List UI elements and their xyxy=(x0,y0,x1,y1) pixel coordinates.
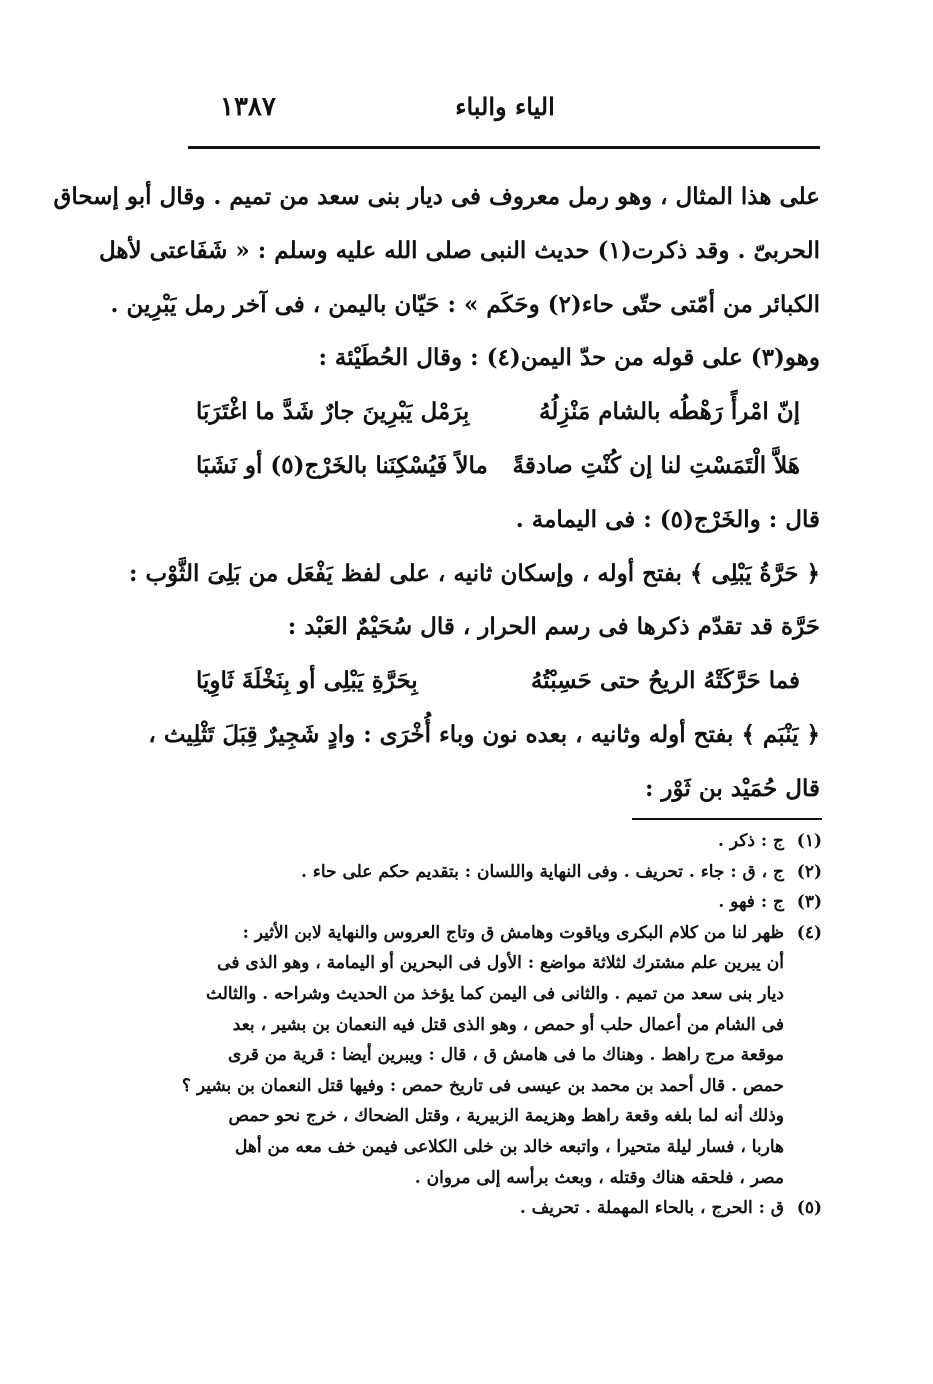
text-line: حَرَّة قد تقدّم ذكرها فى رسم الحرار ، قال سُحَيْمٌ العَبْد : xyxy=(287,613,820,641)
footnote-number: (٢) xyxy=(796,861,822,882)
verse-hemistich-left: بِحَرَّةِ يَبْلِى أو بِنَخْلَةَ ثَاوِيَا xyxy=(196,667,418,695)
text-line: قال : والخَرْج(٥) : فى اليمامة . xyxy=(515,505,820,533)
footnote xyxy=(186,826,822,857)
header-rule xyxy=(188,146,820,149)
verse-hemistich-right: فما حَرَّكَتْهُ الريحُ حتى حَسِبْتُهُ xyxy=(530,667,800,695)
verse-hemistich-right: هَلاَّ الْتَمَسْتِ لنا إن كُنْتِ صادقةً xyxy=(512,451,800,479)
footnote-continuation: موقعة مرج راهط . وهناك ما فى هامش ق ، قال : ويبرين أيضا : قرية من قرى xyxy=(228,1045,784,1066)
text-line: الحربىّ . وقد ذكرت(١) حديث النبى صلى الله عليه وسلم : « شَفَاعتى لأهل xyxy=(98,236,820,264)
page-header xyxy=(190,92,820,132)
footnote-continuation: أن يبرين علم مشترك لثلاثة مواضع : الأول فى البحرين أو اليمامة ، وهو الذى فى xyxy=(217,953,784,974)
footnote-continuation: وذلك أنه لما بلغه وقعة راهط وهزيمة الزبيرية ، وقتل الضحاك ، خرج نحو حمص xyxy=(228,1106,784,1127)
text-line: قال حُمَيْد بن ثَوْر : xyxy=(644,774,820,802)
footnote-number: (٤) xyxy=(796,922,822,943)
footnote-continuation: ديار بنى سعد من تميم . والثانى فى اليمن كما يؤخذ من الحديث وشراحه . والثالث xyxy=(206,983,784,1004)
footnote-text: ج : ذكر . xyxy=(718,831,784,851)
footnote-text: ق : الحرج ، بالحاء المهملة . تحريف . xyxy=(519,1198,784,1219)
verse-hemistich-left: بِرَمْل يَبْرِينَ جارٌ شَدَّ ما اغْتَرَبَا xyxy=(196,398,470,426)
footnote-rule xyxy=(632,818,822,820)
footnote xyxy=(186,1193,822,1224)
entry-heading-line: ﴿ حَرَّةُ يَبْلِى ﴾ بفتح أوله ، وإسكان ثانيه ، على لفظ يَفْعَل من بَلِىَ الثَّوْب : xyxy=(128,559,820,587)
footnote-number: (٣) xyxy=(796,892,822,913)
footnote xyxy=(186,918,822,949)
text-line: على هذا المثال ، وهو رمل معروف فى ديار بنى سعد من تميم . وقال أبو إسحاق xyxy=(53,183,820,210)
verse-line xyxy=(186,385,820,439)
footnote-continuation: هاربا ، فسار ليلة متحيرا ، واتبعه خالد بن خلى الكلاعى فيمن خف معه من أهل xyxy=(235,1136,784,1157)
text-line: وهو(٣) على قوله من حدّ اليمن(٤) : وقال الحُطَيْئة : xyxy=(318,344,820,372)
entry-heading-line: ﴿ يَنْبَم ﴾ بفتح أوله وثانيه ، بعده نون وباء أُخْرَى : وادٍ شَجِيرٌ قِبَلَ تَثْلِيث ، xyxy=(148,720,820,748)
page-number: ١٣٨٧ xyxy=(220,92,276,122)
verse-hemistich-left: مالاً فَيُسْكِنَنا بالخَرْج(٥) أو نَشَبَا xyxy=(196,451,488,479)
footnote xyxy=(186,857,822,888)
footnote-number: (٥) xyxy=(796,1198,822,1219)
main-text xyxy=(53,170,820,816)
text-line: الكبائر من أمّتى حتّى حاء(٢) وحَكَم » : حَيّان باليمن ، فى آخر رمل يَبْرِين . xyxy=(110,290,820,318)
footnote-text: ظهر لنا من كلام البكرى وياقوت وهامش ق وتاج العروس والنهاية لابن الأثير : xyxy=(242,922,784,943)
footnote-continuation: مصر ، فلحقه هناك وقتله ، وبعث برأسه إلى مروان . xyxy=(414,1167,784,1188)
footnote-number: (١) xyxy=(796,831,822,851)
footnote-text: ج ، ق : جاء . تحريف . وفى النهاية واللسان : بتقديم حكم على حاء . xyxy=(301,861,784,882)
footnote-continuation: حمص . قال أحمد بن محمد بن عيسى فى تاريخ حمص : وفيها قتل النعمان بن بشير ؟ xyxy=(181,1075,784,1096)
verse-line xyxy=(186,439,820,493)
footnotes xyxy=(181,826,822,1224)
verse-line xyxy=(186,654,820,708)
verse-hemistich-right: إنّ امْرأً رَهْطُه بالشام مَنْزِلُهُ xyxy=(538,398,800,426)
footnote-continuation: فى الشام من أعمال حلب أو حمص ، وهو الذى قتل فيه النعمان بن بشير ، بعد xyxy=(232,1014,784,1035)
running-title: الياء والباء xyxy=(455,92,555,121)
footnote-text: ج : فهو . xyxy=(718,892,784,913)
footnote xyxy=(186,887,822,918)
